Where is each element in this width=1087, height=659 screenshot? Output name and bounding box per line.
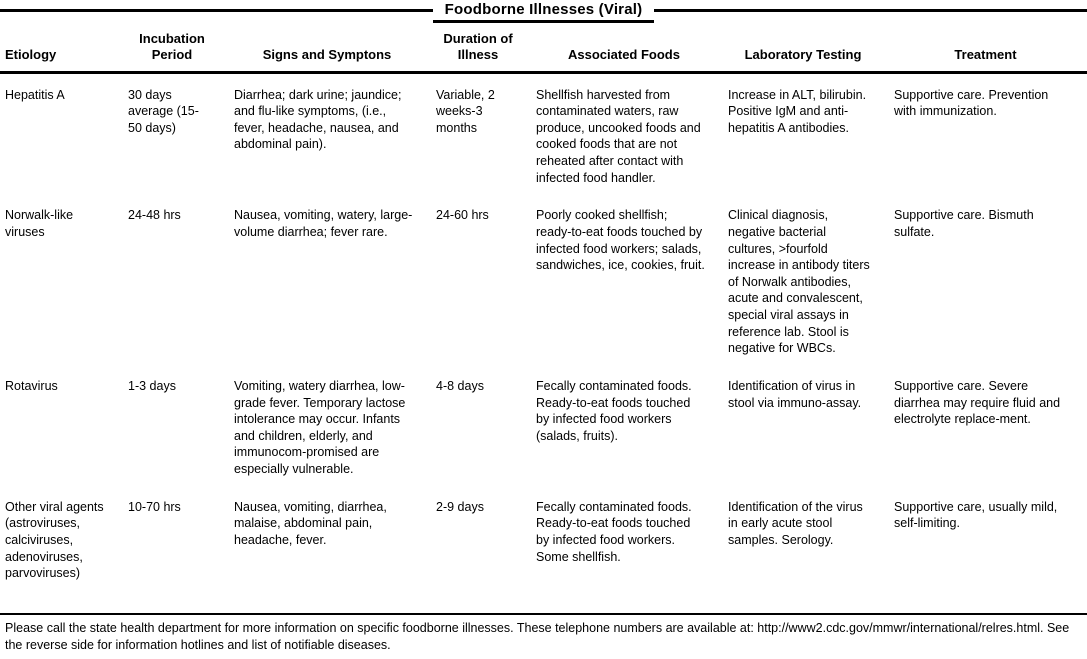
footer-note: Please call the state health department for more information on specific foodborne illnesses. These telephone numbers are available at: http://www2.cdc.gov/mmwr/international/relres.html. See the reverse side for information hotlines and list of notifiable diseases. [0, 613, 1087, 659]
signs-symptoms-cell: Vomiting, watery diarrhea, low-grade fever. Temporary lactose intolerance may occur. Infants and children, elderly, and immunocom-promised are especially vulnerable. [234, 378, 406, 476]
laboratory-testing-cell: Increase in ALT, bilirubin. Positive IgM and anti-hepatitis A antibodies. [728, 87, 867, 135]
incubation-cell: 30 days average (15-50 days) [128, 87, 199, 135]
etiology-cell: Other viral agents (astroviruses, calciviruses, adenoviruses, parvoviruses) [5, 499, 104, 581]
incubation-cell: 24-48 hrs [128, 208, 181, 223]
signs-symptoms-cell: Nausea, vomiting, watery, large-volume diarrhea; fever rare. [234, 208, 413, 239]
table-row-rotavirus [0, 365, 1087, 486]
column-header-etiology: Etiology [0, 26, 120, 72]
column-header-signs-symptoms: Signs and Symptons [228, 26, 430, 72]
table-row-norwalk-like-viruses [0, 194, 1087, 365]
associated-foods-cell: Poorly cooked shellfish; ready-to-eat foods touched by infected food workers; salads, sandwiches, ice, cookies, fruit. [536, 208, 705, 273]
column-header-duration: Duration of Illness [430, 26, 530, 72]
laboratory-testing-cell: Identification of virus in stool via immuno-assay. [728, 378, 862, 410]
signs-symptoms-cell: Nausea, vomiting, diarrhea, malaise, abdominal pain, headache, fever. [234, 499, 387, 547]
laboratory-testing-cell: Clinical diagnosis, negative bacterial cultures, >fourfold increase in antibody titers of Norwalk antibodies, acute and convalescent, special viral assays in reference lab. Stool is negative for WBCs. [728, 208, 870, 356]
etiology-cell: Norwalk-like viruses [5, 208, 74, 239]
column-header-laboratory-testing: Laboratory Testing [722, 26, 888, 72]
column-header-treatment: Treatment [888, 26, 1087, 72]
incubation-cell: 10-70 hrs [128, 499, 181, 514]
associated-foods-cell: Fecally contaminated foods. Ready-to-eat foods touched by infected food workers. Some shellfish. [536, 499, 692, 564]
laboratory-testing-cell: Identification of the virus in early acute stool samples. Serology. [728, 499, 863, 547]
table-row-other-viral-agents [0, 486, 1087, 590]
duration-cell: 24-60 hrs [436, 208, 489, 223]
signs-symptoms-cell: Diarrhea; dark urine; jaundice; and flu-like symptoms, (i.e., fever, headache, nausea, and abdominal pain). [234, 87, 402, 152]
duration-cell: 2-9 days [436, 499, 484, 514]
treatment-cell: Supportive care. Prevention with immunization. [894, 87, 1049, 119]
etiology-cell: Hepatitis A [5, 87, 65, 102]
column-header-associated-foods: Associated Foods [530, 26, 722, 72]
associated-foods-cell: Shellfish harvested from contaminated waters, raw produce, uncooked foods and cooked foods that are not reheated after contact with infected food handler. [536, 87, 701, 185]
treatment-cell: Supportive care, usually mild, self-limiting. [894, 499, 1058, 531]
table-row-hepatitis-a [0, 72, 1087, 194]
associated-foods-cell: Fecally contaminated foods. Ready-to-eat foods touched by infected food workers (salads, fruits). [536, 378, 692, 443]
title-bar [0, 0, 1087, 26]
incubation-cell: 1-3 days [128, 378, 176, 393]
etiology-cell: Rotavirus [5, 378, 58, 393]
page-title: Foodborne Illnesses (Viral) [433, 0, 655, 23]
header-row [0, 26, 1087, 72]
treatment-cell: Supportive care. Bismuth sulfate. [894, 208, 1034, 239]
foodborne-illnesses-table [0, 26, 1087, 590]
column-header-incubation-period: Incubation Period [120, 26, 228, 72]
duration-cell: 4-8 days [436, 378, 484, 393]
treatment-cell: Supportive care. Severe diarrhea may require fluid and electrolyte replace-ment. [894, 378, 1061, 427]
duration-cell: Variable, 2 weeks-3 months [436, 87, 495, 135]
